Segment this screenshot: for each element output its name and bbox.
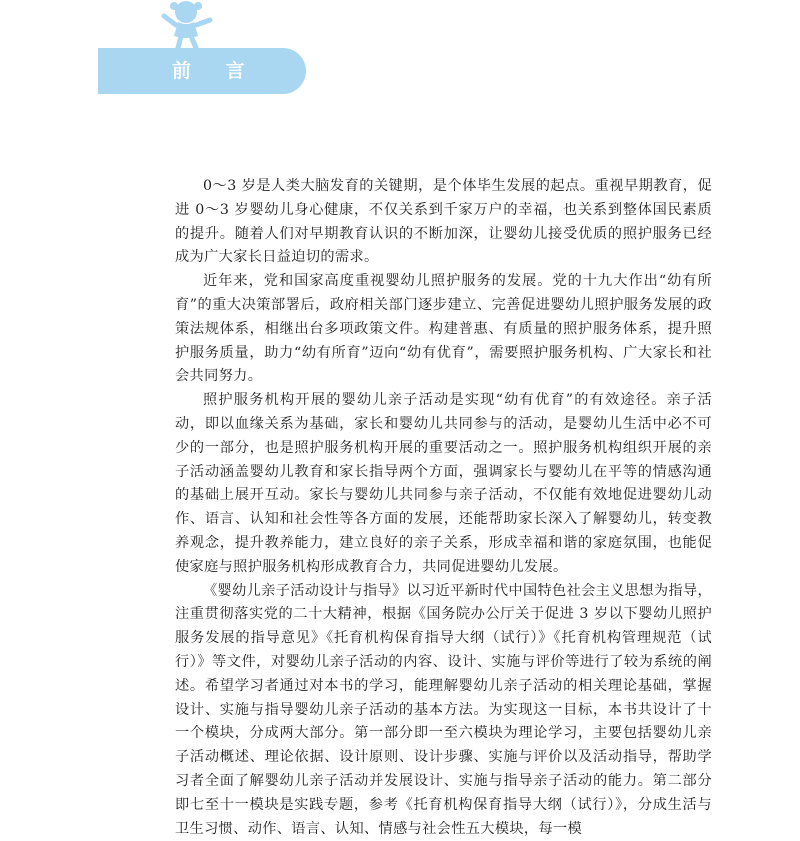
preface-body — [175, 175, 712, 841]
page-title: 前 言 — [172, 60, 259, 82]
paragraph-4: 《婴幼儿亲子活动设计与指导》以习近平新时代中国特色社会主义思想为指导，注重贯彻落实党的二十大精神，根据《国务院办公厅关于促进 3 岁以下婴幼儿照护服务发展的指导意见》《托育机构保育指导大纲（试行）》《托育机构管理规范（试行）》等文件，对婴幼儿亲子活动的内容、设计、实施与评价等进行了较为系统的阐述。希望学习者通过对本书的学习，能理解婴幼儿亲子活动的相关理论基础，掌握设计、实施与指导婴幼儿亲子活动的基本方法。为实现这一目标，本书共设计了十一个模块，分成两大部分。第一部分即一至六模块为理论学习，主要包括婴幼儿亲子活动概述、理论依据、设计原则、设计步骤、实施与评价以及活动指导，帮助学习者全面了解婴幼儿亲子活动并发展设计、实施与指导亲子活动的能力。第二部分即七至十一模块是实践专题，参考《托育机构保育指导大纲（试行）》，分成生活与卫生习惯、动作、语言、认知、情感与社会性五大模块，每一模 — [175, 582, 712, 837]
paragraph-3: 照护服务机构开展的婴幼儿亲子活动是实现“幼有优育”的有效途径。亲子活动，即以血缘关系为基础，家长和婴幼儿共同参与的活动，是婴幼儿生活中必不可少的一部分，也是照护服务机构开展的重要活动之一。照护服务机构组织开展的亲子活动涵盖婴幼儿教育和家长指导两个方面，强调家长与婴幼儿在平等的情感沟通的基础上展开互动。家长与婴幼儿共同参与亲子活动，不仅能有效地促进婴幼儿动作、语言、认知和社会性等各方面的发展，还能帮助家长深入了解婴幼儿，转变教养观念，提升教养能力，建立良好的亲子关系，形成幸福和谐的家庭氛围，也能促使家庭与照护服务机构形成教育合力，共同促进婴幼儿发展。 — [175, 392, 712, 575]
paragraph-1: 0～3 岁是人类大脑发育的关键期，是个体毕生发展的起点。重视早期教育，促进 0～3 岁婴幼儿身心健康，不仅关系到千家万户的幸福，也关系到整体国民素质的提升。随着人们对早期教育认识的不断加深，让婴幼儿接受优质的照护服务已经成为广大家长日益迫切的需求。 — [175, 178, 712, 266]
paragraph-2: 近年来，党和国家高度重视婴幼儿照护服务的发展。党的十九大作出“幼有所育”的重大决策部署后，政府相关部门逐步建立、完善促进婴幼儿照护服务发展的政策法规体系，相继出台多项政策文件。构建普惠、有质量的照护服务体系，提升照护服务质量，助力“幼有所育”迈向“幼有优育”，需要照护服务机构、广大家长和社会共同努力。 — [175, 273, 712, 385]
child-mascot-icon — [156, 0, 218, 50]
